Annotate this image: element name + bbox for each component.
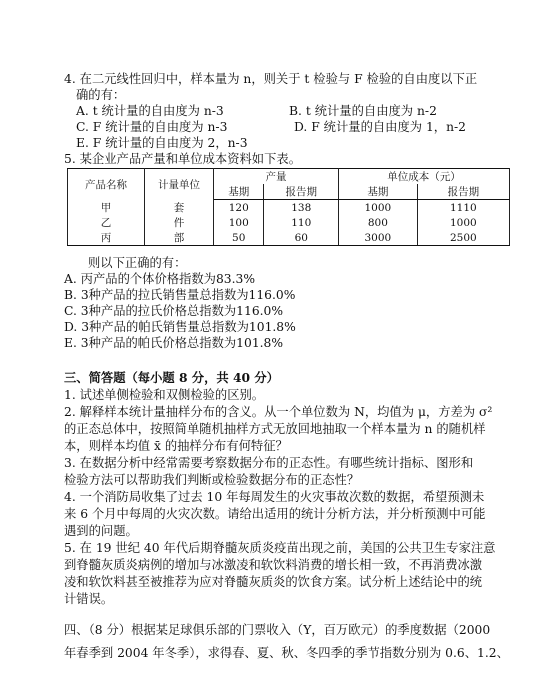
q4-stem-line2: 确的有： [76,88,126,102]
cell-c0: 800 [339,215,418,230]
cell-q0: 100 [214,215,264,230]
q5-option-a: A. 丙产品的个体价格指数为83.3% [64,272,256,286]
q4-option-b: B. t 统计量的自由度为 n-2 [289,104,437,118]
q5-option-b: B. 3种产品的拉氏销售量总指数为116.0% [64,288,296,302]
sec3-line: 的正态总体中，按照简单随机抽样方式无放回地抽取一个样本量为 n 的随机样 [64,422,486,436]
q5-option-e: E. 3种产品的帕氏价格总指数为101.8% [64,336,284,350]
sec3-line: 5. 在 19 世纪 40 年代后期脊髓灰质炎疫苗出现之前，美国的公共卫生专家注意 [64,541,496,555]
q4-option-e: E. F 统计量的自由度为 2，n-3 [76,136,248,150]
sec3-line: 计错误。 [64,592,114,606]
q5-option-d: D. 3种产品的帕氏销售量总指数为101.8% [64,320,296,334]
q4-option-c: C. F 统计量的自由度为 n-3 [76,120,228,134]
cell-c1: 2500 [417,230,509,246]
cell-q1: 138 [264,200,339,216]
q4-option-d: D. F 统计量的自由度为 1，n-2 [294,120,466,134]
cell-c1: 1110 [417,200,509,216]
cell-q1: 60 [264,230,339,246]
cell-c0: 3000 [339,230,418,246]
section-3-heading: 三、简答题（每小题 8 分，共 40 分） [64,370,279,385]
section-4-line1: 四、（8 分）根据某足球俱乐部的门票收入（Y，百万欧元）的季度数据（2000 [64,623,491,637]
header-cost-report: 报告期 [417,184,509,200]
cell-name: 丙 [68,230,145,246]
sec3-line: 来 6 个月中每周的火灾次数。请给出适用的统计分析方法，并分析预测中可能 [64,507,486,521]
cell-unit: 件 [145,215,214,230]
product-table [67,168,510,246]
header-output: 产量 [214,169,339,185]
header-output-base: 基期 [214,184,264,200]
table-row [68,200,510,216]
q5-stem: 5. 某企业产品产量和单位成本资料如下表。 [64,152,301,166]
header-cost-base: 基期 [339,184,418,200]
sec3-line: 凌和软饮料甚至被推荐为应对脊髓灰质炎的饮食方案。试分析上述结论中的统 [64,575,483,589]
sec3-line: 3. 在数据分析中经常需要考察数据分布的正态性。有哪些统计指标、图形和 [64,456,474,470]
sec3-line: 2. 解释样本统计量抽样分布的含义。从一个单位数为 N，均值为 μ，方差为 σ² [64,405,493,419]
header-output-report: 报告期 [264,184,339,200]
q4-option-a: A. t 统计量的自由度为 n-3 [76,104,224,118]
cell-unit: 套 [145,200,214,216]
table-row [68,230,510,246]
q5-option-c: C. 3种产品的拉氏价格总指数为116.0% [64,304,284,318]
cell-c1: 1000 [417,215,509,230]
sec3-line: 本，则样本均值 x̄ 的抽样分布有何特征？ [64,439,288,453]
header-unit: 计量单位 [145,169,214,200]
section-4-line2: 年春季到 2004 年冬季），求得春、夏、秋、冬四季的季节指数分别为 0.6、1.2、 [64,646,509,660]
header-product-name: 产品名称 [68,169,145,200]
sec3-line: 4. 一个消防局收集了过去 10 年每周发生的火灾事故次数的数据，希望预测未 [64,490,485,504]
sec3-line: 检验方法可以帮助我们判断或检验数据分布的正态性？ [64,473,360,487]
cell-q0: 120 [214,200,264,216]
q5-lead: 则以下正确的有： [88,256,187,270]
cell-name: 甲 [68,200,145,216]
cell-unit: 部 [145,230,214,246]
cell-name: 乙 [68,215,145,230]
q4-stem-line1: 4. 在二元线性回归中，样本量为 n，则关于 t 检验与 F 检验的自由度以下正 [64,72,478,86]
sec3-line: 1. 试述单侧检验和双侧检验的区别。 [64,388,265,402]
cell-c0: 1000 [339,200,418,216]
sec3-line: 到脊髓灰质炎病例的增加与冰激凌和软饮料消费的增长相一致，不再消费冰激 [64,558,483,572]
cell-q1: 110 [264,215,339,230]
header-unit-cost: 单位成本（元） [339,169,510,185]
sec3-line: 遇到的问题。 [64,524,138,538]
table-row [68,215,510,230]
cell-q0: 50 [214,230,264,246]
